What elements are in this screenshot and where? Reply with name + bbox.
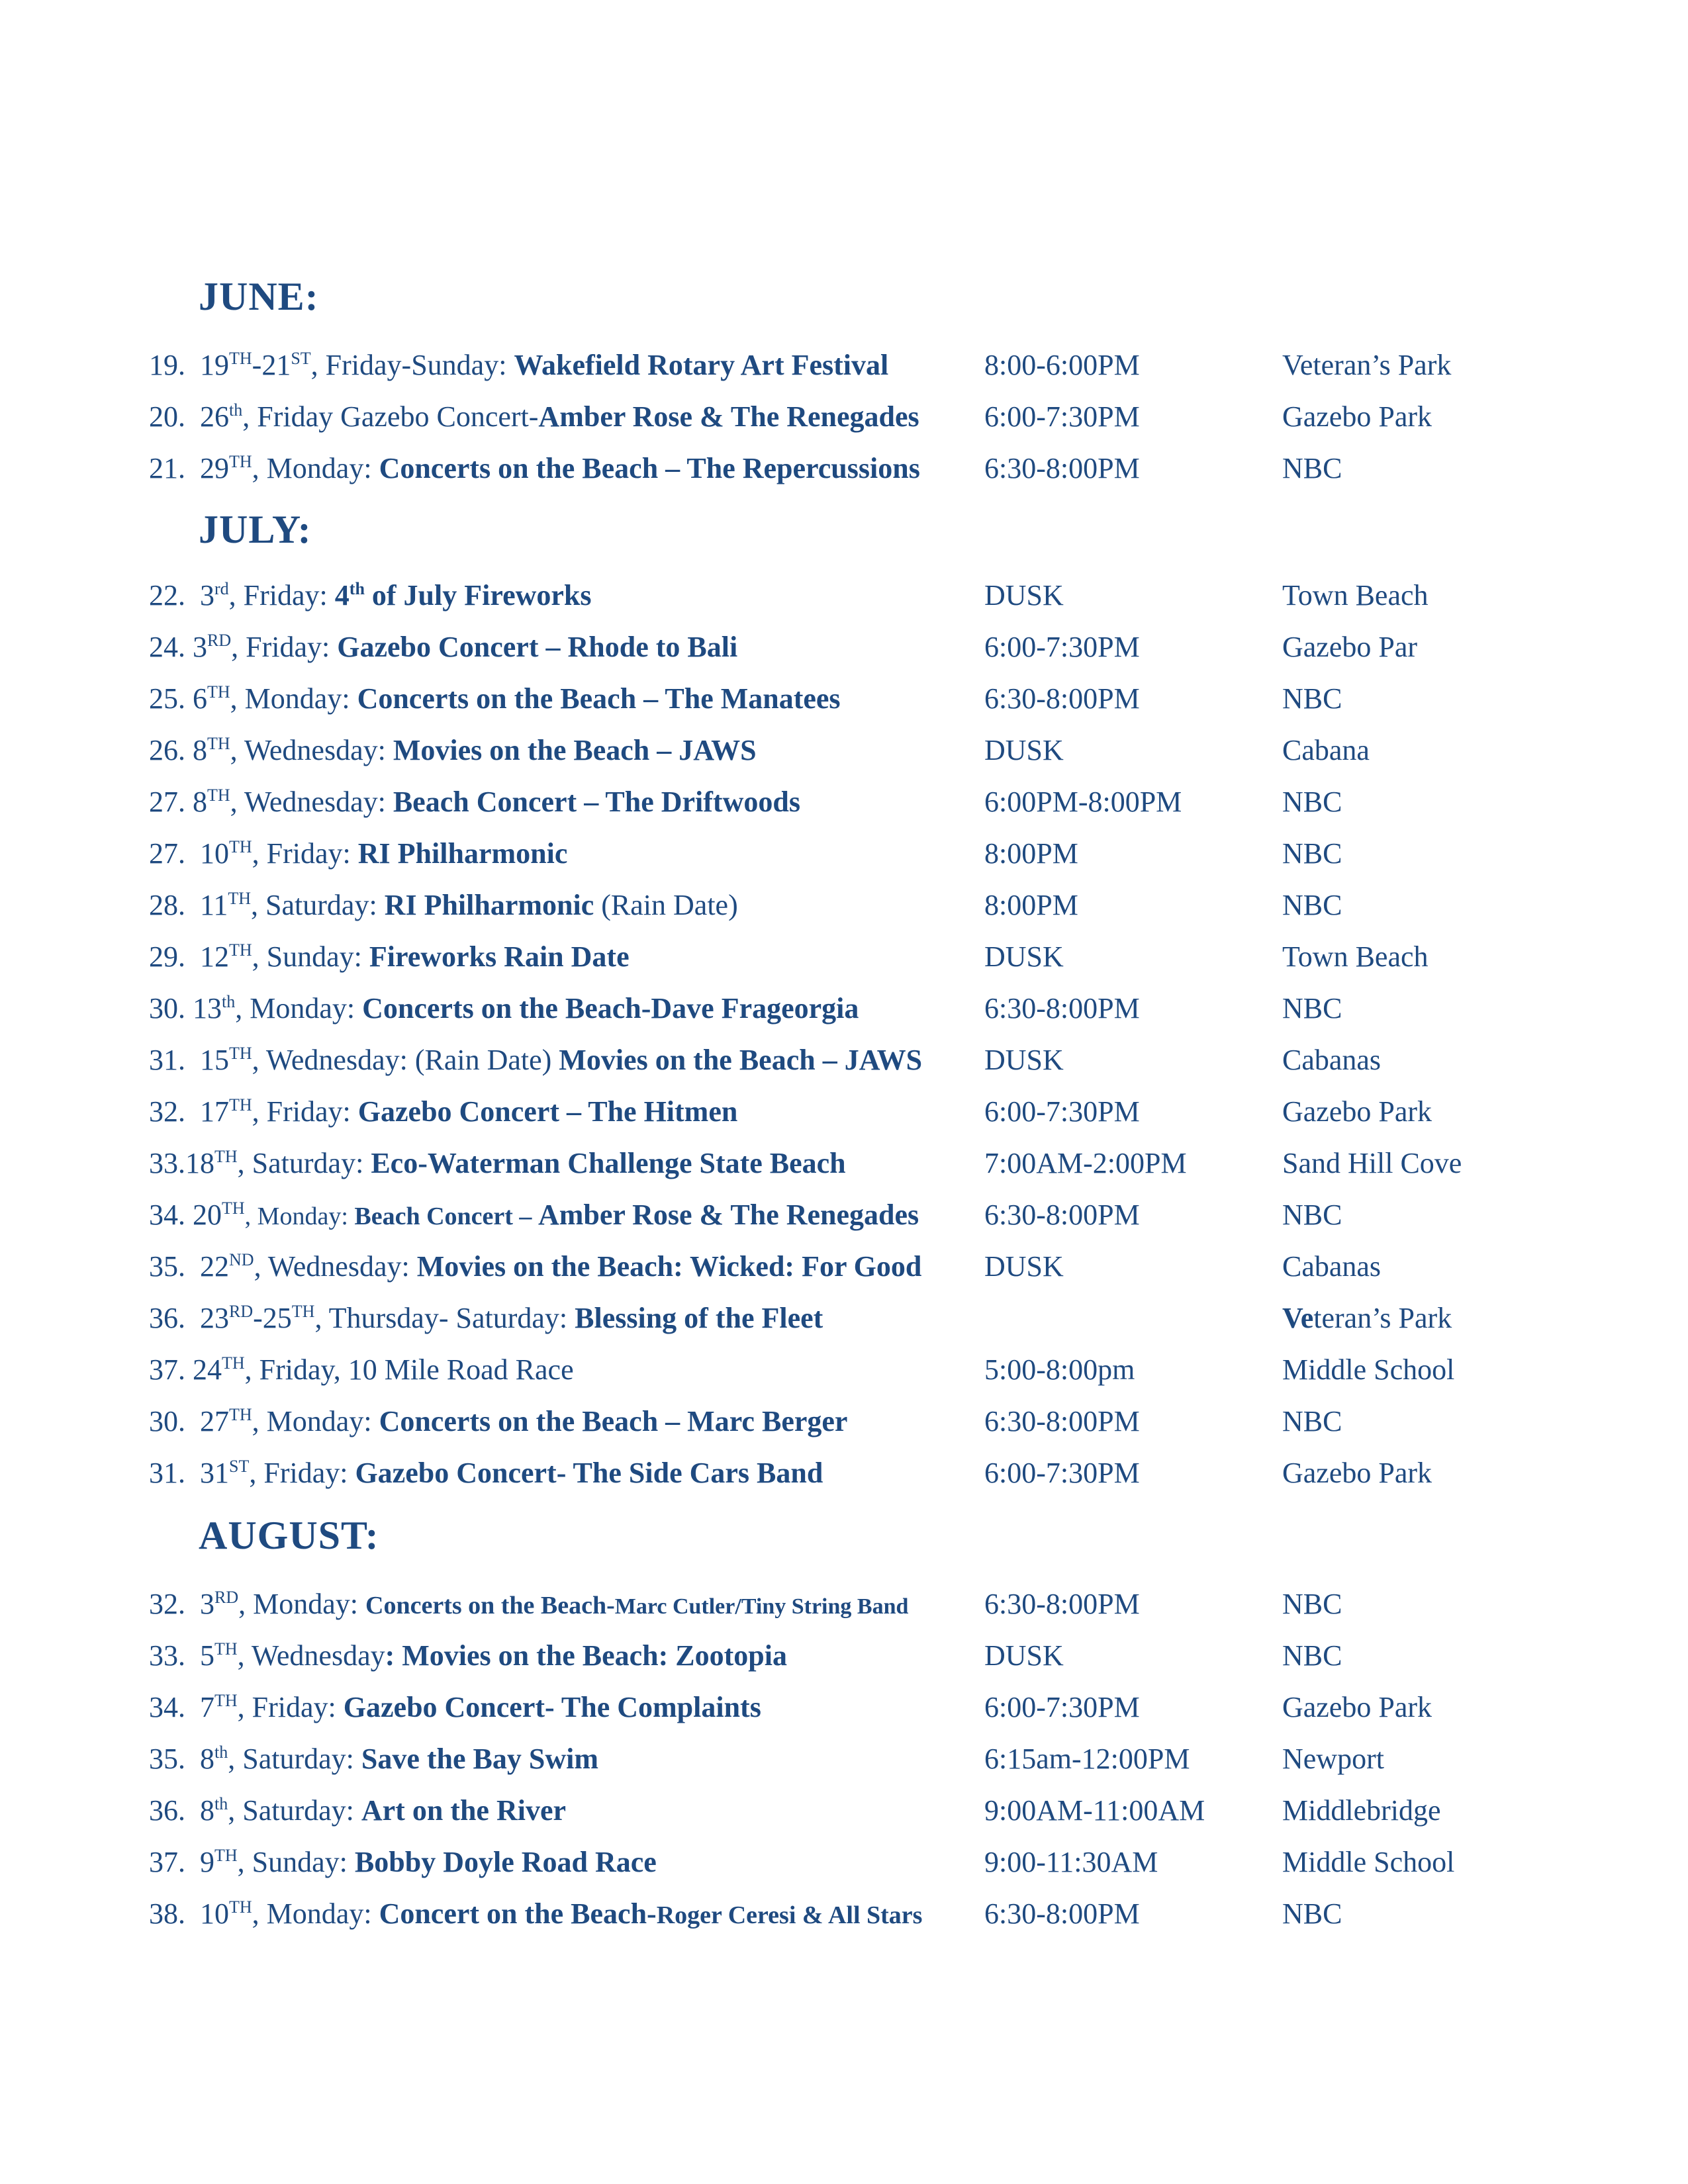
event-date-suffix: TH <box>229 1405 252 1424</box>
event-time: DUSK <box>984 940 1064 973</box>
event-day: , Saturday: <box>237 1147 371 1179</box>
event-description <box>149 1584 908 1627</box>
event-date: 29 <box>200 452 229 484</box>
event-title: Fireworks Rain Date <box>369 940 630 973</box>
event-date-suffix: TH <box>214 1846 238 1865</box>
event-date: 17 <box>200 1095 229 1128</box>
event-note: (Rain Date) <box>594 889 738 921</box>
event-date: 13 <box>193 992 222 1024</box>
event-number: 35. <box>149 1743 185 1775</box>
event-description <box>149 449 920 488</box>
event-description <box>149 1298 823 1338</box>
event-date-suffix: ST <box>229 1457 250 1476</box>
event-date-suffix: th <box>229 400 243 420</box>
event-date-suffix: TH <box>228 889 252 908</box>
event-title: Save the Bay Swim <box>361 1743 598 1775</box>
event-number: 37. <box>149 1353 185 1386</box>
event-row <box>149 937 1605 977</box>
month-heading-august: AUGUST: <box>199 1514 379 1557</box>
event-date-end: -25 <box>253 1302 292 1334</box>
event-number: 33. <box>149 1639 185 1672</box>
event-date-suffix: TH <box>229 349 252 368</box>
event-title: Concerts on the Beach – The Repercussions <box>379 452 920 484</box>
event-description <box>149 834 567 874</box>
event-day: , Friday: <box>249 1457 355 1489</box>
event-title: Art on the River <box>361 1794 567 1827</box>
event-description <box>149 1195 919 1236</box>
event-row <box>149 1453 1605 1493</box>
event-description <box>149 782 800 822</box>
event-date-suffix: TH <box>229 452 252 471</box>
event-date: 12 <box>200 940 229 973</box>
event-row <box>149 1791 1605 1831</box>
event-time: 6:30-8:00PM <box>984 1199 1140 1231</box>
event-time: DUSK <box>984 1044 1064 1076</box>
event-location: NBC <box>1282 992 1342 1024</box>
event-date: 8 <box>193 786 207 818</box>
event-date-suffix: TH <box>214 1691 238 1710</box>
event-location: Middle School <box>1282 1846 1455 1878</box>
event-row <box>149 1636 1605 1676</box>
event-number: 31. <box>149 1044 185 1076</box>
event-date: 20 <box>193 1199 222 1231</box>
event-title: Beach Concert – The Driftwoods <box>393 786 800 818</box>
event-location: NBC <box>1282 837 1342 870</box>
event-date-end: -21 <box>252 349 291 381</box>
event-title: Movies on the Beach – JAWS <box>393 734 757 766</box>
event-date: 8 <box>200 1794 214 1827</box>
event-day: , Monday: <box>252 452 379 484</box>
event-time: DUSK <box>984 1250 1064 1283</box>
event-time: 6:00-7:30PM <box>984 400 1140 433</box>
event-time: 5:00-8:00pm <box>984 1353 1135 1386</box>
event-description <box>149 731 757 770</box>
event-number: 34. <box>149 1691 185 1723</box>
event-location: Gazebo Park <box>1282 1095 1432 1128</box>
event-day: , Friday-Sunday: <box>310 349 514 381</box>
event-day: , Wednesday: (Rain Date) <box>252 1044 559 1076</box>
event-row <box>149 576 1605 615</box>
event-row <box>149 627 1605 667</box>
event-day: , Monday: <box>244 1203 355 1230</box>
event-title: Movies on the Beach – JAWS <box>559 1044 923 1076</box>
event-description <box>149 576 592 615</box>
event-day: , Sunday: <box>252 940 369 973</box>
event-description <box>149 1350 574 1390</box>
event-row <box>149 1195 1605 1235</box>
event-location: NBC <box>1282 889 1342 921</box>
event-time: 6:15am-12:00PM <box>984 1743 1190 1775</box>
event-description <box>149 627 737 667</box>
event-date: 26 <box>200 400 229 433</box>
event-row <box>149 834 1605 874</box>
event-date: 27 <box>200 1405 229 1437</box>
event-description <box>149 1688 761 1727</box>
event-date: 8 <box>193 734 207 766</box>
event-title: Bobby Doyle Road Race <box>354 1846 657 1878</box>
event-time: 6:00-7:30PM <box>984 1457 1140 1489</box>
event-date-suffix: th <box>214 1743 228 1762</box>
event-title: RI Philharmonic <box>357 837 568 870</box>
event-date: 15 <box>200 1044 229 1076</box>
event-time: 9:00-11:30AM <box>984 1846 1158 1878</box>
event-number: 22. <box>149 579 185 612</box>
event-date-suffix: th <box>222 992 236 1011</box>
event-date: 9 <box>200 1846 214 1878</box>
event-description <box>149 989 859 1028</box>
event-date: 18 <box>185 1147 214 1179</box>
event-day: , Monday: <box>235 992 363 1024</box>
event-row <box>149 1247 1605 1287</box>
event-description <box>149 397 919 437</box>
event-day: , Friday: <box>228 579 335 612</box>
event-time: 8:00PM <box>984 837 1078 870</box>
event-location: NBC <box>1282 1405 1342 1437</box>
event-row <box>149 1843 1605 1882</box>
event-date: 24 <box>193 1353 222 1386</box>
event-row <box>149 731 1605 770</box>
event-title: of July Fireworks <box>364 579 592 612</box>
event-date: 7 <box>200 1691 214 1723</box>
event-day: , Wednesday: <box>230 786 393 818</box>
event-date-suffix: rd <box>214 579 229 598</box>
event-location: NBC <box>1282 1199 1342 1231</box>
event-number: 29. <box>149 940 185 973</box>
event-number: 32. <box>149 1095 185 1128</box>
event-time: 6:00-7:30PM <box>984 631 1140 663</box>
event-location-rest: teran’s Park <box>1313 1302 1452 1334</box>
event-title: Amber Rose & The Renegades <box>538 400 919 433</box>
event-location: Middlebridge <box>1282 1794 1441 1827</box>
event-performer: Roger Ceresi & All Stars <box>656 1901 923 1929</box>
event-description <box>149 1247 921 1287</box>
event-row <box>149 1040 1605 1080</box>
event-title-prefix: 4 <box>334 579 350 612</box>
event-time: 6:30-8:00PM <box>984 992 1140 1024</box>
event-location: Town Beach <box>1282 940 1429 973</box>
event-location: Newport <box>1282 1743 1384 1775</box>
event-time: DUSK <box>984 1639 1064 1672</box>
event-day: , Saturday: <box>228 1743 361 1775</box>
event-date-end-suffix: ST <box>291 349 311 368</box>
event-number: 21. <box>149 452 185 484</box>
event-location: NBC <box>1282 786 1342 818</box>
event-day: , Sunday: <box>237 1846 355 1878</box>
event-date-suffix: th <box>214 1794 228 1813</box>
event-description <box>149 1092 737 1132</box>
event-day: , Friday: <box>252 837 358 870</box>
event-location: NBC <box>1282 452 1342 484</box>
event-date-suffix: TH <box>207 682 230 702</box>
event-location: NBC <box>1282 1897 1342 1930</box>
event-time: 7:00AM-2:00PM <box>984 1147 1187 1179</box>
event-title-prefix: Beach Concert – <box>354 1203 538 1230</box>
event-date: 5 <box>200 1639 214 1672</box>
event-date-suffix: TH <box>222 1353 245 1373</box>
event-title: Concerts on the Beach- <box>365 1592 615 1619</box>
event-number: 30. <box>149 992 185 1024</box>
event-time: 8:00-6:00PM <box>984 349 1140 381</box>
event-date-suffix: RD <box>207 631 232 650</box>
event-location: Middle School <box>1282 1353 1455 1386</box>
event-number: 30. <box>149 1405 185 1437</box>
event-performer: Marc Cutler/Tiny String Band <box>614 1594 909 1619</box>
event-date: 3 <box>200 1588 214 1620</box>
event-description <box>149 1791 566 1831</box>
event-time: 6:30-8:00PM <box>984 1588 1140 1620</box>
event-time: 6:00-7:30PM <box>984 1691 1140 1723</box>
event-date-suffix: RD <box>214 1588 239 1607</box>
event-date-end-suffix: TH <box>291 1302 315 1321</box>
event-date: 10 <box>200 837 229 870</box>
event-day: , Monday: <box>238 1588 366 1620</box>
event-day: , Monday: <box>252 1897 379 1930</box>
event-description <box>149 1144 846 1183</box>
event-date-suffix: RD <box>229 1302 254 1321</box>
event-row <box>149 1584 1605 1624</box>
event-number: 26. <box>149 734 185 766</box>
event-date: 3 <box>193 631 207 663</box>
event-number: 20. <box>149 400 185 433</box>
event-date-suffix: TH <box>214 1639 238 1659</box>
event-row <box>149 1144 1605 1183</box>
event-description <box>149 1739 598 1779</box>
event-title: Amber Rose & The Renegades <box>538 1199 919 1231</box>
event-day: , Wednesday: <box>230 734 393 766</box>
event-description <box>149 1636 787 1676</box>
event-description <box>149 1894 922 1935</box>
event-date: 19 <box>200 349 229 381</box>
event-date-suffix: ND <box>229 1250 254 1269</box>
event-row <box>149 1298 1605 1338</box>
event-title: Gazebo Concert- The Complaints <box>343 1691 761 1723</box>
event-number: 36. <box>149 1794 185 1827</box>
event-time: 8:00PM <box>984 889 1078 921</box>
event-day: , Saturday: <box>228 1794 361 1827</box>
event-day: , Friday: <box>237 1691 344 1723</box>
event-row <box>149 886 1605 925</box>
event-date-suffix: TH <box>229 1044 252 1063</box>
event-row <box>149 1350 1605 1390</box>
event-date-suffix: TH <box>229 1897 252 1917</box>
event-number: 33. <box>149 1147 185 1179</box>
event-time: 6:00PM-8:00PM <box>984 786 1182 818</box>
event-row <box>149 1092 1605 1132</box>
event-time: 6:30-8:00PM <box>984 1405 1140 1437</box>
event-number: 25. <box>149 682 185 715</box>
event-day: , Monday: <box>230 682 357 715</box>
event-date: 22 <box>200 1250 229 1283</box>
event-row <box>149 345 1605 385</box>
event-location: Gazebo Park <box>1282 400 1432 433</box>
event-number: 34. <box>149 1199 185 1231</box>
event-time: 6:30-8:00PM <box>984 1897 1140 1930</box>
event-title: Concerts on the Beach – The Manatees <box>357 682 841 715</box>
event-day: , Wednesday <box>237 1639 385 1672</box>
event-number: 28. <box>149 889 185 921</box>
event-time: 6:30-8:00PM <box>984 452 1140 484</box>
event-date: 23 <box>200 1302 229 1334</box>
event-title: Movies on the Beach: Wicked: For Good <box>416 1250 922 1283</box>
event-title: Eco-Waterman Challenge State Beach <box>371 1147 846 1179</box>
event-location: Gazebo Par <box>1282 631 1418 663</box>
event-row <box>149 782 1605 822</box>
event-day: , Friday: <box>252 1095 358 1128</box>
event-date-suffix: TH <box>207 734 230 753</box>
event-day: , Saturday: <box>251 889 385 921</box>
event-time: 6:00-7:30PM <box>984 1095 1140 1128</box>
event-description <box>149 679 841 719</box>
event-location: Veteran’s Park <box>1282 349 1452 381</box>
event-location: NBC <box>1282 1588 1342 1620</box>
event-number: 27. <box>149 837 185 870</box>
event-time: DUSK <box>984 579 1064 612</box>
event-date-suffix: TH <box>229 1095 252 1115</box>
event-number: 27. <box>149 786 185 818</box>
event-location: Gazebo Park <box>1282 1457 1432 1489</box>
event-row <box>149 1688 1605 1727</box>
event-location <box>1282 1298 1452 1338</box>
event-row <box>149 449 1605 488</box>
event-day: , Wednesday: <box>254 1250 417 1283</box>
event-day: , Friday: <box>231 631 338 663</box>
event-date-suffix: TH <box>207 786 230 805</box>
event-number: 36. <box>149 1302 185 1334</box>
event-number: 35. <box>149 1250 185 1283</box>
event-description <box>149 1402 847 1441</box>
event-title: Gazebo Concert- The Side Cars Band <box>355 1457 823 1489</box>
event-date-suffix: TH <box>222 1199 245 1218</box>
event-location: Cabanas <box>1282 1250 1382 1283</box>
event-title: Gazebo Concert – Rhode to Bali <box>337 631 738 663</box>
month-heading-june: JUNE: <box>199 275 319 318</box>
event-location: Town Beach <box>1282 579 1429 612</box>
event-number: 19. <box>149 349 185 381</box>
event-number: 32. <box>149 1588 185 1620</box>
event-title: Concert on the Beach- <box>379 1897 657 1930</box>
event-title: RI Philharmonic <box>384 889 594 921</box>
event-date: 3 <box>200 579 214 612</box>
event-title: Concerts on the Beach-Dave Frageorgia <box>362 992 859 1024</box>
event-title: Blessing of the Fleet <box>575 1302 823 1334</box>
event-number: 37. <box>149 1846 185 1878</box>
event-date-suffix: TH <box>229 940 252 960</box>
event-row <box>149 397 1605 437</box>
event-date: 10 <box>200 1897 229 1930</box>
event-description <box>149 1040 922 1080</box>
event-date: 6 <box>193 682 207 715</box>
event-date: 31 <box>200 1457 229 1489</box>
event-title: Concerts on the Beach – Marc Berger <box>379 1405 848 1437</box>
event-day: , Friday, 10 Mile Road Race <box>244 1353 574 1386</box>
event-row <box>149 1739 1605 1779</box>
event-location-initial: Ve <box>1282 1302 1314 1334</box>
month-heading-july: JULY: <box>199 508 312 551</box>
event-description <box>149 886 738 925</box>
event-row <box>149 1402 1605 1441</box>
event-location: Cabanas <box>1282 1044 1382 1076</box>
event-date-suffix: TH <box>229 837 252 856</box>
event-time: 6:30-8:00PM <box>984 682 1140 715</box>
event-date-suffix: TH <box>214 1147 238 1166</box>
event-title-prefix-suffix: th <box>349 579 365 598</box>
event-day: , Friday Gazebo Concert- <box>242 400 539 433</box>
event-number: 38. <box>149 1897 185 1930</box>
event-time: 9:00AM-11:00AM <box>984 1794 1205 1827</box>
event-description <box>149 345 888 385</box>
event-description <box>149 937 630 977</box>
event-date: 8 <box>200 1743 214 1775</box>
event-row <box>149 1894 1605 1934</box>
event-description <box>149 1453 823 1493</box>
event-location: Cabana <box>1282 734 1370 766</box>
event-number: 31. <box>149 1457 185 1489</box>
event-date: 11 <box>200 889 228 921</box>
event-location: NBC <box>1282 682 1342 715</box>
event-row <box>149 989 1605 1028</box>
event-title: Gazebo Concert – The Hitmen <box>357 1095 738 1128</box>
event-time: DUSK <box>984 734 1064 766</box>
event-location: Sand Hill Cove <box>1282 1147 1462 1179</box>
event-row <box>149 679 1605 719</box>
event-location: NBC <box>1282 1639 1342 1672</box>
event-day: , Thursday- Saturday: <box>314 1302 575 1334</box>
event-location: Gazebo Park <box>1282 1691 1432 1723</box>
event-day: , Monday: <box>252 1405 379 1437</box>
event-number: 24. <box>149 631 185 663</box>
event-title: : Movies on the Beach: Zootopia <box>385 1639 787 1672</box>
event-title: Wakefield Rotary Art Festival <box>514 349 889 381</box>
event-description <box>149 1843 657 1882</box>
